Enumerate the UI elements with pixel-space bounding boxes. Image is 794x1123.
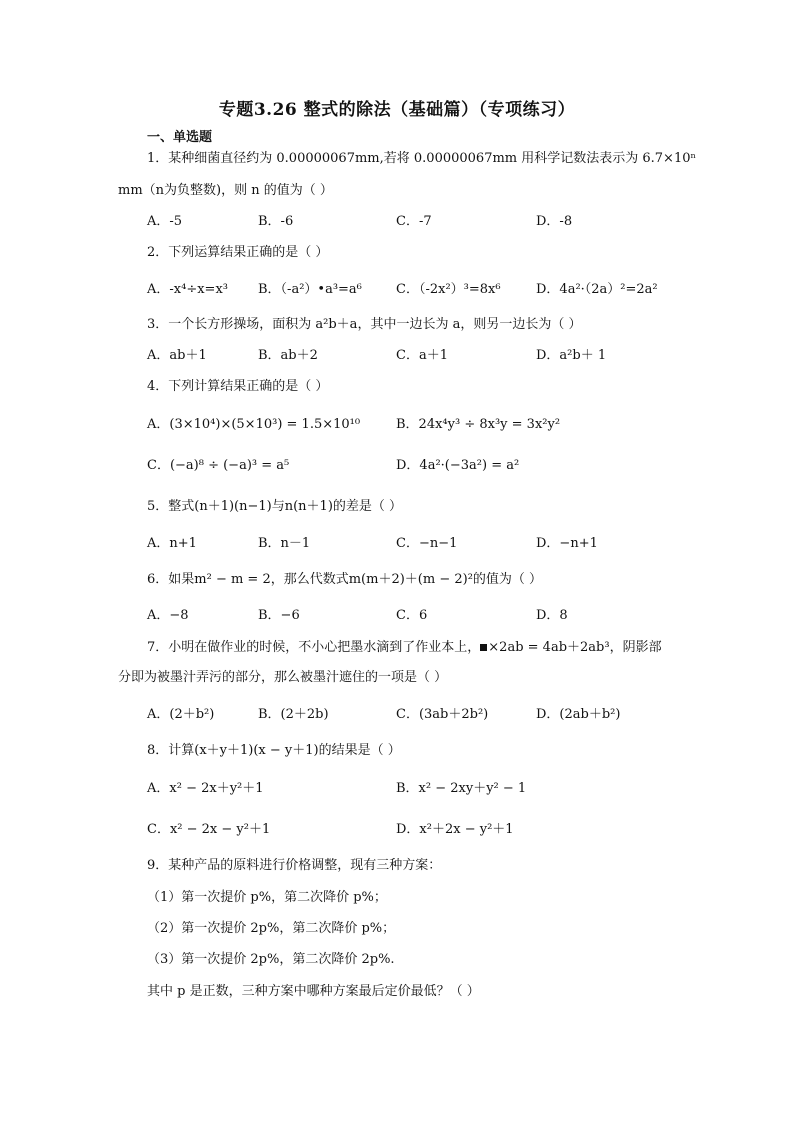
question-1-stem: 1．某种细菌直径约为 0.00000067mm,若将 0.00000067mm 用科学记数法表示为 6.7×10ⁿ — [147, 151, 697, 166]
q9-question-tail: 其中 p 是正数，三种方案中哪种方案最后定价最低？（ ） — [147, 984, 480, 999]
q2-option-a: A．-x⁴÷x=x³ — [147, 282, 228, 297]
section-heading: 一、单选题 — [147, 130, 213, 145]
question-7-stem-cont: 分即为被墨汁弄污的部分，那么被墨汁遮住的一项是（ ） — [118, 670, 448, 685]
q9-plan-3: （3）第一次提价 2p%，第二次降价 2p%. — [147, 952, 395, 967]
q8-option-a: A．x² − 2x＋y²＋1 — [147, 781, 264, 796]
q6-option-d: D．8 — [536, 608, 568, 623]
q5-option-a: A．n+1 — [147, 536, 197, 551]
q8-option-d: D．x²＋2x − y²＋1 — [396, 822, 514, 837]
q7-option-b: B．(2＋2b) — [258, 707, 329, 722]
question-7-stem — [147, 639, 662, 657]
q4-option-d: D．4a²·(−3a²) = a² — [396, 458, 520, 473]
q4-option-c: C．(−a)⁸ ÷ (−a)³ = a⁵ — [147, 458, 290, 473]
question-7-stem-text: 7．小明在做作业的时候，不小心把墨水滴到了作业本上， — [147, 640, 481, 655]
q3-option-c: C．a＋1 — [396, 348, 448, 363]
q1-option-a: A．-5 — [147, 214, 183, 229]
q5-option-b: B．n－1 — [258, 536, 311, 551]
question-3-stem: 3．一个长方形操场，面积为 a²b＋a，其中一边长为 a，则另一边长为（ ） — [147, 317, 582, 332]
page-title: 专题3.26 整式的除法（基础篇）（专项练习） — [218, 100, 576, 120]
q3-option-a: A．ab＋1 — [147, 348, 207, 363]
q8-option-c: C．x² − 2x − y²＋1 — [147, 822, 271, 837]
q5-option-c: C．−n−1 — [396, 536, 458, 551]
q7-option-c: C．(3ab＋2b²) — [396, 707, 489, 722]
q5-option-d: D．−n+1 — [536, 536, 598, 551]
q2-option-c: C．（-2x²）³=8x⁶ — [396, 282, 501, 297]
question-2-stem: 2．下列运算结果正确的是（ ） — [147, 245, 329, 260]
question-9-stem: 9．某种产品的原料进行价格调整，现有三种方案： — [147, 858, 442, 873]
q7-option-a: A．(2＋b²) — [147, 707, 215, 722]
q3-option-b: B．ab＋2 — [258, 348, 318, 363]
q6-option-b: B．−6 — [258, 608, 300, 623]
q4-option-b: B．24x⁴y³ ÷ 8x³y = 3x²y² — [396, 417, 561, 432]
q6-option-a: A．−8 — [147, 608, 189, 623]
q2-option-d: D．4a²·（2a）²=2a² — [536, 282, 658, 297]
question-7-equation: ×2ab = 4ab＋2ab³，阴影部 — [488, 640, 662, 655]
q9-plan-1: （1）第一次提价 p%，第二次降价 p%； — [147, 890, 387, 905]
ink-blot-icon — [480, 644, 487, 651]
question-5-stem: 5．整式(n＋1)(n−1)与n(n＋1)的差是（ ） — [147, 499, 403, 514]
question-4-stem: 4．下列计算结果正确的是（ ） — [147, 379, 329, 394]
q9-plan-2: （2）第一次提价 2p%，第二次降价 p%； — [147, 921, 396, 936]
q3-option-d: D．a²b＋ 1 — [536, 348, 607, 363]
q6-option-c: C．6 — [396, 608, 428, 623]
question-1-stem-cont: mm（n为负整数)，则 n 的值为（ ） — [118, 183, 333, 198]
question-8-stem: 8．计算(x＋y＋1)(x − y＋1)的结果是（ ） — [147, 743, 401, 758]
q2-option-b: B．（-a²）•a³=a⁶ — [258, 282, 362, 297]
q1-option-b: B．-6 — [258, 214, 294, 229]
question-6-stem: 6．如果m² − m = 2，那么代数式m(m＋2)＋(m − 2)²的值为（ ） — [147, 572, 543, 587]
q7-option-d: D．(2ab＋b²) — [536, 707, 621, 722]
q1-option-c: C．-7 — [396, 214, 432, 229]
q8-option-b: B．x² − 2xy＋y² − 1 — [396, 781, 527, 796]
q4-option-a: A．(3×10⁴)×(5×10³) = 1.5×10¹⁰ — [147, 417, 361, 432]
q1-option-d: D．-8 — [536, 214, 573, 229]
